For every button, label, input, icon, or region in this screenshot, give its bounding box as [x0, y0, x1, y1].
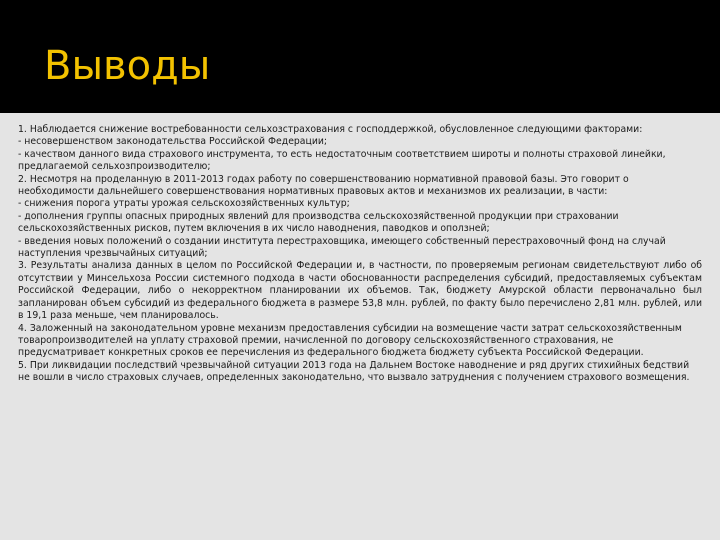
paragraph-4: 4. Заложенный на законодательном уровне механизм предоставления субсидии на возмещение части затрат сельскохозяйственным товаропроизводителей на уплату страховой премии, начисленной по договору сельскохозяйственного страхования, не предусматривает конкретных сроков ее перечисления из федерального бюджета бюджету субъекта Российской Федерации.	[18, 322, 682, 359]
paragraph-3: 3. Результаты анализа данных в целом по Российской Федерации и, в частности, по проверяемым регионам свидетельствуют либо об отсутствии у Минсельхоза России системного подхода в части обоснованности распределения субсидий, предоставляемых субъектам Российской Федерации, либо о некорректном планировании их объемов. Так, бюджету Амурской области первоначально был запланирован объем субсидий из федерального бюджета в размере 53,8 млн. рублей, по факту было перечислено 2,81 млн. рублей, или в 19,1 раза меньше, чем планировалось.	[18, 260, 702, 322]
title-bar	[0, 0, 720, 113]
paragraph-2-item-1: - снижения порога утраты урожая сельскохозяйственных культур;	[18, 198, 350, 210]
paragraph-1-item-2: - качеством данного вида страхового инструмента, то есть недостаточным соответствием широты и полноты страховой линейки, предлагаемой сельхозпроизводителю;	[18, 148, 666, 173]
paragraph-2: 2. Несмотря на проделанную в 2011-2013 годах работу по совершенствованию нормативной правовой базы. Это говорит о необходимости дальнейшего совершенствования нормативных правовых актов и механизмов их реализации, в части:	[18, 173, 629, 198]
paragraph-1-item-1: - несовершенством законодательства Российской Федерации;	[18, 136, 328, 148]
paragraph-5: 5. При ликвидации последствий чрезвычайной ситуации 2013 года на Дальнем Востоке наводнение и ряд других стихийных бедствий не вошли в число страховых случаев, определенных законодательно, что вызвало затруднения с получением страхового возмещения.	[18, 359, 690, 384]
paragraph-2-item-3: - введения новых положений о создании института перестраховщика, имеющего собственный перестраховочный фонд на случай наступления чрезвычайных ситуаций;	[18, 235, 666, 260]
paragraph-2-item-2: - дополнения группы опасных природных явлений для производства сельскохозяйственной продукции при страховании сельскохозяйственных рисков, путем включения в их число наводнения, паводков и оползней;	[18, 210, 619, 235]
slide-title: Выводы	[44, 43, 211, 89]
paragraph-1: 1. Наблюдается снижение востребованности сельхозстрахования с господдержкой, обусловленное следующими факторами:	[18, 124, 643, 135]
slide-body	[18, 124, 702, 385]
